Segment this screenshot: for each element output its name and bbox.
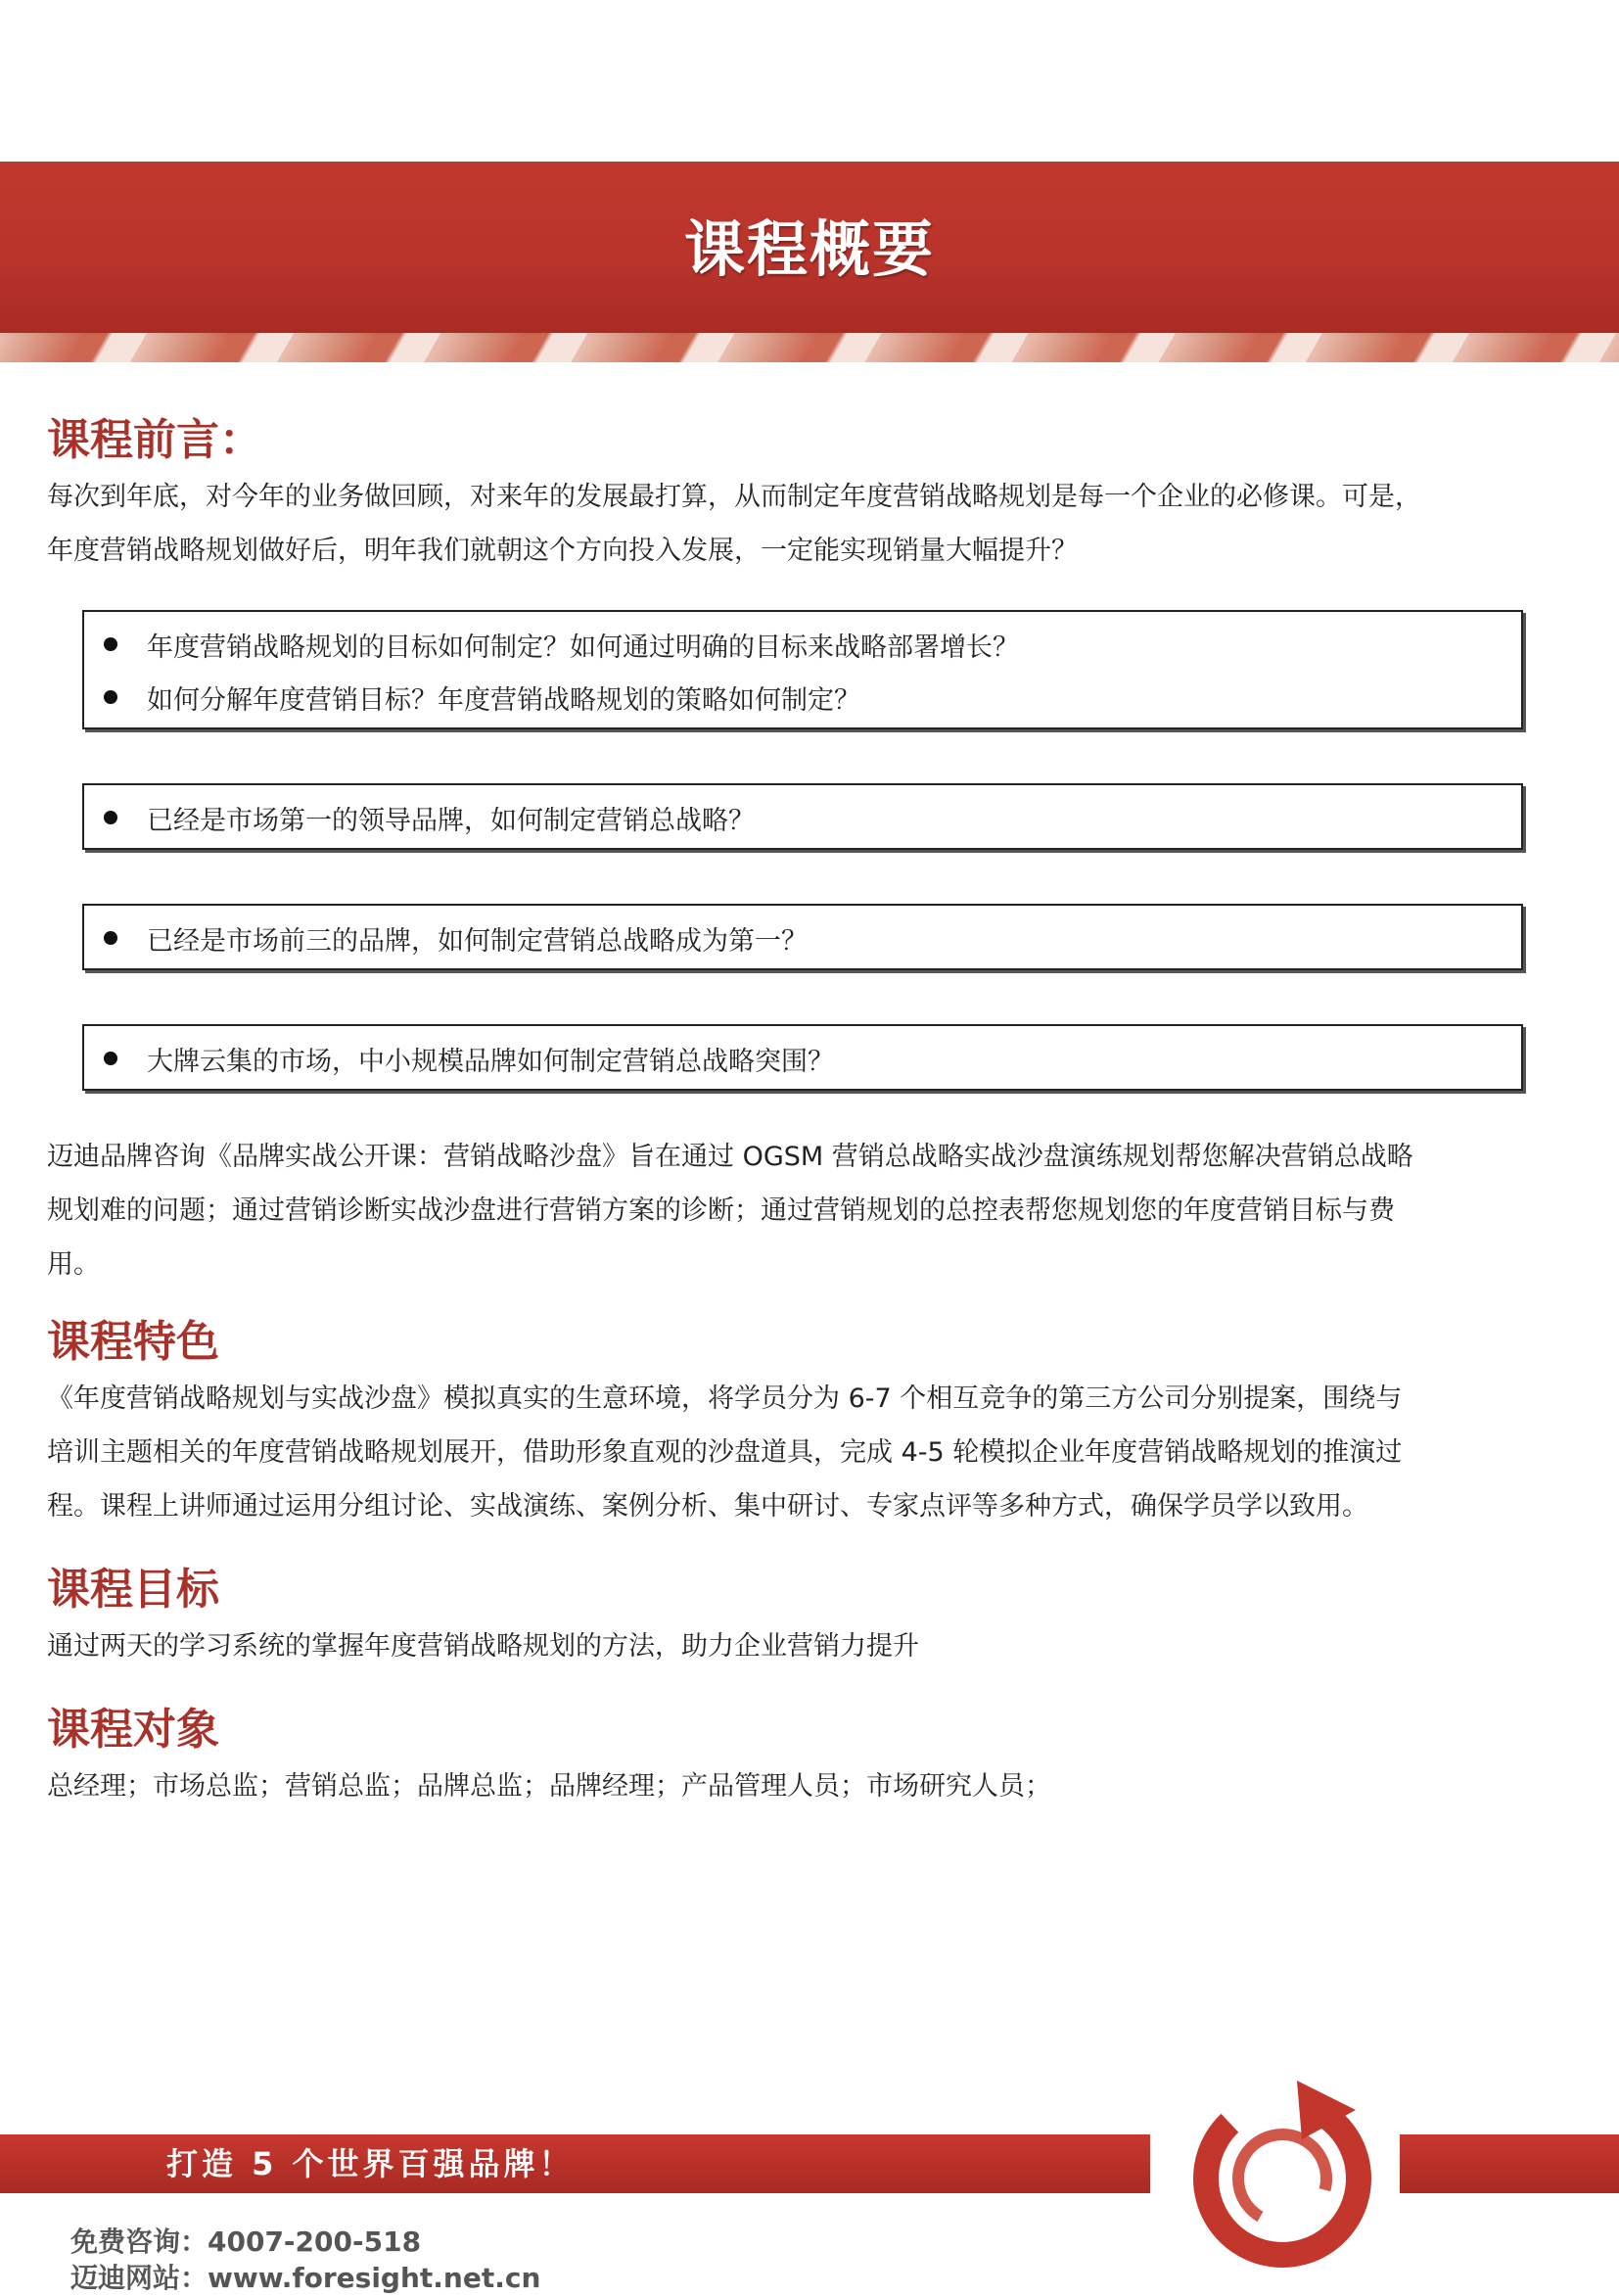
bullet-icon <box>104 811 117 824</box>
footer-website[interactable]: 迈迪网站：www.foresight.net.cn <box>70 2262 541 2294</box>
question-box <box>82 1024 1523 1091</box>
footer-slogan: 打造 5 个世界百强品牌！ <box>166 2145 575 2182</box>
preface-intro-line: 每次到年底，对今年的业务做回顾，对来年的发展最打算，从而制定年度营销战略规划是每一个企业的必修课。可是， <box>47 482 1421 512</box>
audience-heading: 课程对象 <box>47 1705 219 1755</box>
question-item <box>84 1032 1521 1085</box>
page-title: 课程概要 <box>683 213 935 285</box>
features-line: 《年度营销战略规划与实战沙盘》模拟真实的生意环境，将学员分为 6-7 个相互竞争的第三方公司分别提案，围绕与 <box>47 1383 1403 1414</box>
preface-summary-line: 规划难的问题；通过营销诊断实战沙盘进行营销方案的诊断；通过营销规划的总控表帮您规划您的年度营销目标与费 <box>47 1195 1395 1226</box>
question-item <box>84 618 1521 671</box>
features-line: 培训主题相关的年度营销战略规划展开，借助形象直观的沙盘道具，完成 4-5 轮模拟企业年度营销战略规划的推演过 <box>47 1437 1403 1468</box>
footer-phone: 免费咨询：4007-200-518 <box>70 2226 422 2258</box>
question-text: 已经是市场第一的领导品牌，如何制定营销总战略？ <box>147 805 755 836</box>
question-item <box>84 912 1521 964</box>
goals-heading: 课程目标 <box>47 1565 219 1615</box>
question-text: 年度营销战略规划的目标如何制定？如何通过明确的目标来战略部署增长？ <box>147 632 1019 663</box>
question-text: 已经是市场前三的品牌，如何制定营销总战略成为第一？ <box>147 925 808 957</box>
goals-line: 通过两天的学习系统的掌握年度营销战略规划的方法，助力企业营销力提升 <box>47 1631 919 1662</box>
question-item <box>84 791 1521 844</box>
features-heading: 课程特色 <box>47 1317 219 1367</box>
question-text: 如何分解年度营销目标？年度营销战略规划的策略如何制定？ <box>147 684 860 716</box>
preface-heading: 课程前言： <box>47 415 262 465</box>
question-box <box>82 610 1523 729</box>
features-line: 程。课程上讲师通过运用分组讨论、实战演练、案例分析、集中研讨、专家点评等多种方式，确保学员学以致用。 <box>47 1491 1368 1522</box>
question-box <box>82 904 1523 970</box>
refresh-arrow-logo-icon <box>1180 2071 1385 2276</box>
footer <box>0 2056 1619 2294</box>
preface-summary-line: 迈迪品牌咨询《品牌实战公开课：营销战略沙盘》旨在通过 OGSM 营销总战略实战沙盘演练规划帮您解决营销总战略 <box>47 1142 1413 1172</box>
bullet-icon <box>104 931 117 945</box>
preface-intro-line: 年度营销战略规划做好后，明年我们就朝这个方向投入发展，一定能实现销量大幅提升？ <box>47 536 1078 566</box>
bullet-icon <box>104 690 117 704</box>
preface-summary-line: 用。 <box>47 1249 100 1280</box>
bullet-icon <box>104 637 117 651</box>
audience-line: 总经理；市场总监；营销总监；品牌总监；品牌经理；产品管理人员；市场研究人员； <box>47 1771 1051 1802</box>
banner-stripes <box>0 333 1619 362</box>
question-text: 大牌云集的市场，中小规模品牌如何制定营销总战略突围？ <box>147 1046 834 1077</box>
question-item <box>84 671 1521 724</box>
question-box <box>82 783 1523 850</box>
bullet-icon <box>104 1052 117 1065</box>
footer-bar <box>1400 2134 1619 2193</box>
main-content <box>47 411 1574 1813</box>
header-banner <box>0 162 1619 367</box>
